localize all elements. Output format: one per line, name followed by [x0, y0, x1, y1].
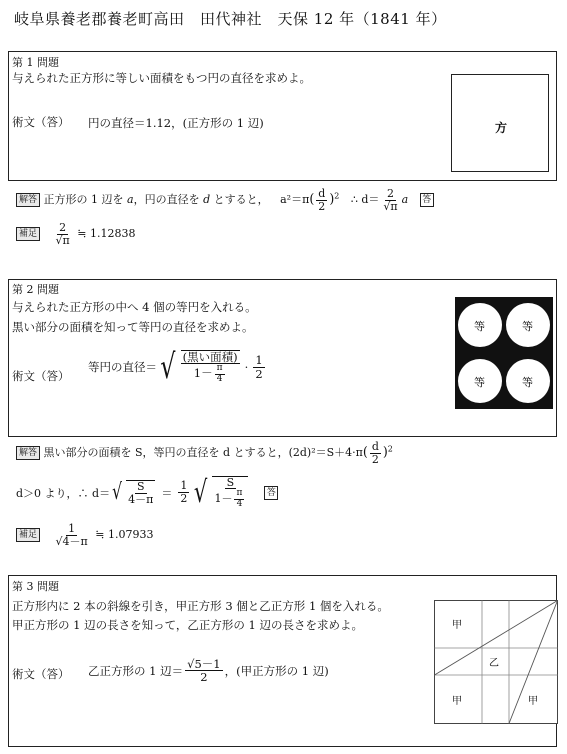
square-label: 方 [495, 121, 508, 135]
frac-den: √π [55, 233, 70, 247]
problem-1-answer: 円の直径＝1.12，(正方形の 1 辺) [88, 116, 264, 130]
var-d: d [203, 193, 211, 207]
problem-2-answer-label: 術文（答） [12, 369, 70, 383]
derivation-lead: d＞0 より，∴ d＝ [16, 486, 111, 500]
solution-text: 黒い部分の面積を S，等円の直径を d とすると，(2d)²＝S＋4·π [43, 446, 363, 460]
equation: a²＝π [280, 193, 310, 207]
answer-lead: 乙正方形の 1 辺＝ [88, 663, 184, 678]
problem-3-answer-label: 術文（答） [12, 667, 70, 681]
problem-1-solution: 解答 正方形の 1 辺を a，円の直径を d とすると， a²＝π( $\frac{d}{2}$ )$^2$ ∴ d＝ $\frac{2}{√\pi}$ a 答 [16, 188, 434, 212]
frac-den: √4－π [55, 534, 88, 548]
solution-text: 正方形の 1 辺を [43, 193, 124, 207]
frac-num: 2 [387, 187, 395, 200]
problem-3-title: 第 3 問題 [12, 580, 59, 593]
frac-num: S [226, 475, 235, 489]
frac-den: 2 [255, 366, 263, 381]
kaisetsu-tag: 解答 [16, 193, 40, 207]
equals: ＝ [161, 486, 173, 500]
ko-label: 甲 [452, 696, 462, 707]
problem-3-question-1: 正方形内に 2 本の斜線を引き，甲正方形 3 個と乙正方形 1 個を入れる。 [12, 599, 389, 613]
frac-den: 2 [180, 492, 188, 505]
frac-den: √π [383, 199, 398, 213]
frac-num: d [318, 187, 326, 200]
frac-num: 1 [68, 522, 76, 535]
answer-mark: 答 [420, 193, 434, 207]
problem-2-question-1: 与えられた正方形の中へ 4 個の等円を入れる。 [12, 300, 257, 314]
circle-label: 等 [522, 376, 533, 389]
problem-1-note [16, 222, 135, 246]
frac-den: 2 [371, 452, 379, 466]
var-a: a [127, 193, 134, 207]
problem-2-solution: 解答 黒い部分の面積を S，等円の直径を d とすると，(2d)²＝S＋4·π( $\frac{d}{2}$ )$^2$ [16, 441, 393, 465]
problem-2-answer: 等円の直径＝ √ (黒い面積) 1－ $\frac{\pi}{4}$ · $\frac{1}{2}$ [88, 347, 263, 387]
solution-text: ，円の直径を [133, 193, 200, 207]
frac-num: 2 [59, 221, 67, 234]
frac-num: d [371, 440, 379, 453]
hosoku-tag: 補足 [16, 227, 40, 241]
approx-value: ≒ 1.12838 [77, 227, 136, 241]
answer-tail: ，(甲正方形の 1 辺) [224, 663, 329, 678]
ko-label: 甲 [528, 696, 538, 707]
ko-label: 甲 [452, 620, 462, 631]
var-a: a [401, 193, 409, 207]
solution-text: とすると， [213, 193, 269, 207]
frac-den: 1－ $\frac{\pi}{4}$ [214, 488, 243, 509]
problem-1-question: 与えられた正方形に等しい面積をもつ円の直径を求めよ。 [12, 71, 311, 85]
frac-num: 1 [255, 353, 263, 368]
frac-num: 1 [180, 479, 188, 493]
square-diagonal-figure [434, 600, 558, 724]
frac-den: 1－ $\frac{\pi}{4}$ [193, 363, 223, 384]
four-circles-figure [455, 297, 553, 409]
circle-label: 等 [474, 376, 485, 389]
kaisetsu-tag: 解答 [16, 446, 40, 460]
circle-label: 等 [474, 320, 485, 333]
problem-1-answer-label: 術文（答） [12, 115, 70, 129]
frac-num: √5－1 [187, 657, 221, 671]
problem-2-question-2: 黒い部分の面積を知って等円の直径を求めよ。 [12, 320, 254, 334]
answer-mark: 答 [264, 486, 278, 500]
hosoku-tag: 補足 [16, 528, 40, 542]
frac-num: S [136, 479, 145, 493]
approx-value: ≒ 1.07933 [95, 528, 154, 542]
answer-lead: 等円の直径＝ [88, 360, 157, 374]
equation: ∴ d＝ [350, 193, 380, 207]
page-title: 岐阜県養老郡養老町高田 田代神社 天保 12 年（1841 年） [14, 10, 447, 28]
circle-label: 等 [522, 320, 533, 333]
frac-den: 2 [318, 199, 326, 213]
problem-2-note [16, 523, 153, 547]
square-figure [451, 74, 549, 172]
frac-num: (黒い面積) [182, 350, 238, 365]
problem-2-derivation: d＞0 より，∴ d＝ √ $\frac{S}{4-\pi}$ ＝ $\frac{1}{2}$ √ S 1－ $\frac{\pi}{4}$ 答 [16, 475, 278, 510]
otsu-label: 乙 [489, 658, 499, 669]
problem-3-answer [88, 658, 329, 683]
frac-den: 4－π [128, 492, 154, 506]
frac-den: 2 [200, 670, 208, 685]
problem-2-title: 第 2 問題 [12, 283, 59, 296]
problem-1-title: 第 1 問題 [12, 56, 59, 69]
problem-3-question-2: 甲正方形の 1 辺の長さを知って，乙正方形の 1 辺の長さを求めよ。 [12, 618, 364, 632]
